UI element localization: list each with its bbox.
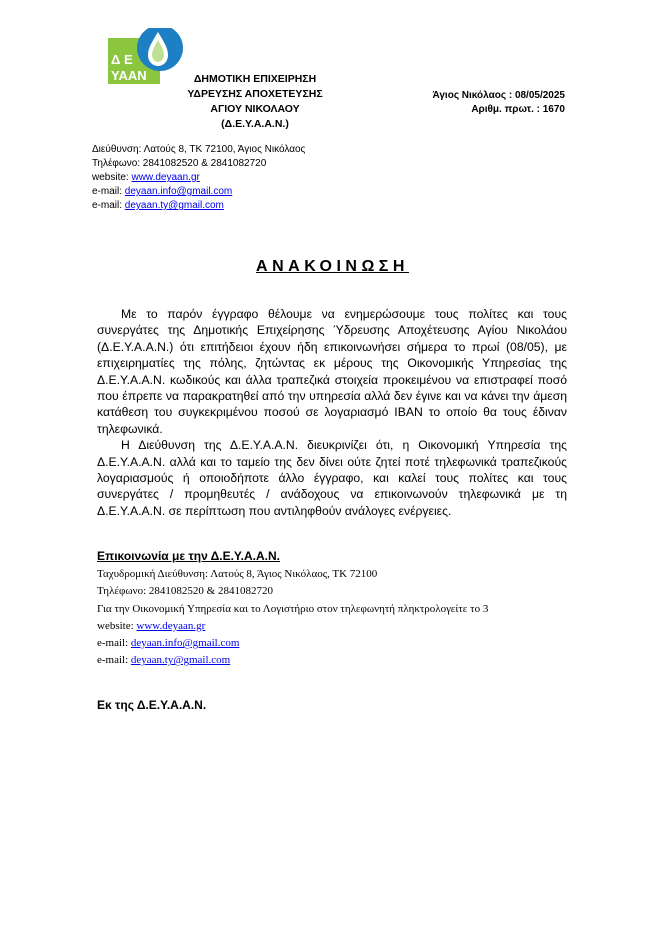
website-label: website: [92,172,129,183]
header-email-link-2[interactable]: deyaan.ty@gmail.com [124,200,224,211]
email-label: e-mail: [92,186,123,197]
announcement-title: ΑΝΑΚΟΙΝΩΣΗ [256,258,409,275]
logo-text-bottom: ΥΑΑΝ [111,68,147,83]
contact-email-link-2[interactable]: deyaan.ty@gmail.com [130,654,231,667]
body-paragraph-1: Με το παρόν έγγραφο θέλουμε να ενημερώσουμε τους πολίτες και τους συνεργάτες της Δημοτικής Επιχείρησης Ύδρευσης Αποχέτευσης Αγίου Νικολάου (Δ.Ε.Υ.Α.Α.Ν.) ότι επιτήδειοι έχουν ήδη επικοινωνήσει σήμερα το πρωί (08/05), με επιχειρηματίες της πόλης, ζητώντας εκ μέρους της Οικονομικής Υπηρεσίας της Δ.Ε.Υ.Α.Α.Ν. κωδικούς και άλλα τραπεζικά στοιχεία προκειμένου να επιστραφεί ποσό που έπρεπε να παρακρατηθεί από την υπηρεσία αλλά δεν έγινε και να κάνει την άμεση κατάθεση του συγκεκριμένου ποσού σε λογαριασμό IBAN το οποίο θα τους έδιναν τηλεφωνικά. [97,307,567,436]
header-website-link[interactable]: www.deyaan.gr [131,172,200,183]
header-email-line-1 [92,185,305,199]
header-phone: Τηλέφωνο: 2841082520 & 2841082720 [92,158,267,169]
header-email-line-2 [92,199,305,213]
contact-website-link[interactable]: www.deyaan.gr [136,619,206,632]
email-label: e-mail: [97,654,129,667]
contact-website-line [97,618,577,635]
protocol-line: Αριθμ. πρωτ. : 1670 [471,104,565,115]
header-email-link-1[interactable]: deyaan.info@gmail.com [124,186,233,197]
announcement-body [97,306,567,519]
email-label: e-mail: [97,637,129,650]
contact-email-line-2 [97,652,577,669]
contact-accounting-note: Για την Οικονομική Υπηρεσία και το Λογιστήριο στον τηλεφωνητή πληκτρολογείτε το 3 [97,602,489,615]
logo-text-top: Δ Ε [111,52,133,67]
body-paragraph-2: Η Διεύθυνση της Δ.Ε.Υ.Α.Α.Ν. διευκρινίζει ότι, η Οικονομική Υπηρεσία της Δ.Ε.Υ.Α.Α.Ν. αλλά και το ταμείο της δεν δίνει ούτε ζητεί ποτέ τηλεφωνικά τραπεζικούς λογαριασμούς ή οποιοδήποτε άλλο έγγραφο, και καλεί τους πολίτες και τους συνεργάτες / προμηθευτές / ανάδοχους να επικοινωνούν τηλεφωνικά με τη Δ.Ε.Υ.Α.Α.Ν. σε περίπτωση που αντιληφθούν ανάλογες ενέργειες. [97,438,567,518]
place-label: Άγιος Νικόλαος [432,90,507,101]
date-line: Άγιος Νικόλαος : 08/05/2025 [432,90,565,101]
protocol-label: Αριθμ. πρωτ. [471,104,534,115]
contact-postal: Ταχυδρομική Διεύθυνση: Λατούς 8, Άγιος Νικόλαος, ΤΚ 72100 [97,568,378,581]
header-website-line [92,171,305,185]
contact-section [97,548,577,669]
protocol-number: 1670 [542,104,565,115]
header-contact [92,143,305,213]
signature: Εκ της Δ.Ε.Υ.Α.Α.Ν. [97,698,207,712]
org-line-2: ΥΔΡΕΥΣΗΣ ΑΠΟΧΕΤΕΥΣΗΣ [187,88,323,100]
website-label: website: [97,619,134,632]
contact-heading: Επικοινωνία με την Δ.Ε.Υ.Α.Α.Ν. [97,549,280,563]
contact-email-link-1[interactable]: deyaan.info@gmail.com [130,637,240,650]
document-date: 08/05/2025 [514,90,565,101]
org-line-3: ΑΓΙΟΥ ΝΙΚΟΛΑΟΥ [210,103,300,115]
contact-phone: Τηλέφωνο: 2841082520 & 2841082720 [97,585,273,598]
header-address: Διεύθυνση: Λατούς 8, ΤΚ 72100, Άγιος Νικόλαος [92,144,306,155]
organization-name [160,72,350,132]
org-line-1: ΔΗΜΟΤΙΚΗ ΕΠΙΧΕΙΡΗΣΗ [193,73,317,85]
org-line-4: (Δ.Ε.Υ.Α.Α.Ν.) [221,118,289,130]
contact-email-line-1 [97,635,577,652]
email-label: e-mail: [92,200,123,211]
reference-block [400,89,565,117]
